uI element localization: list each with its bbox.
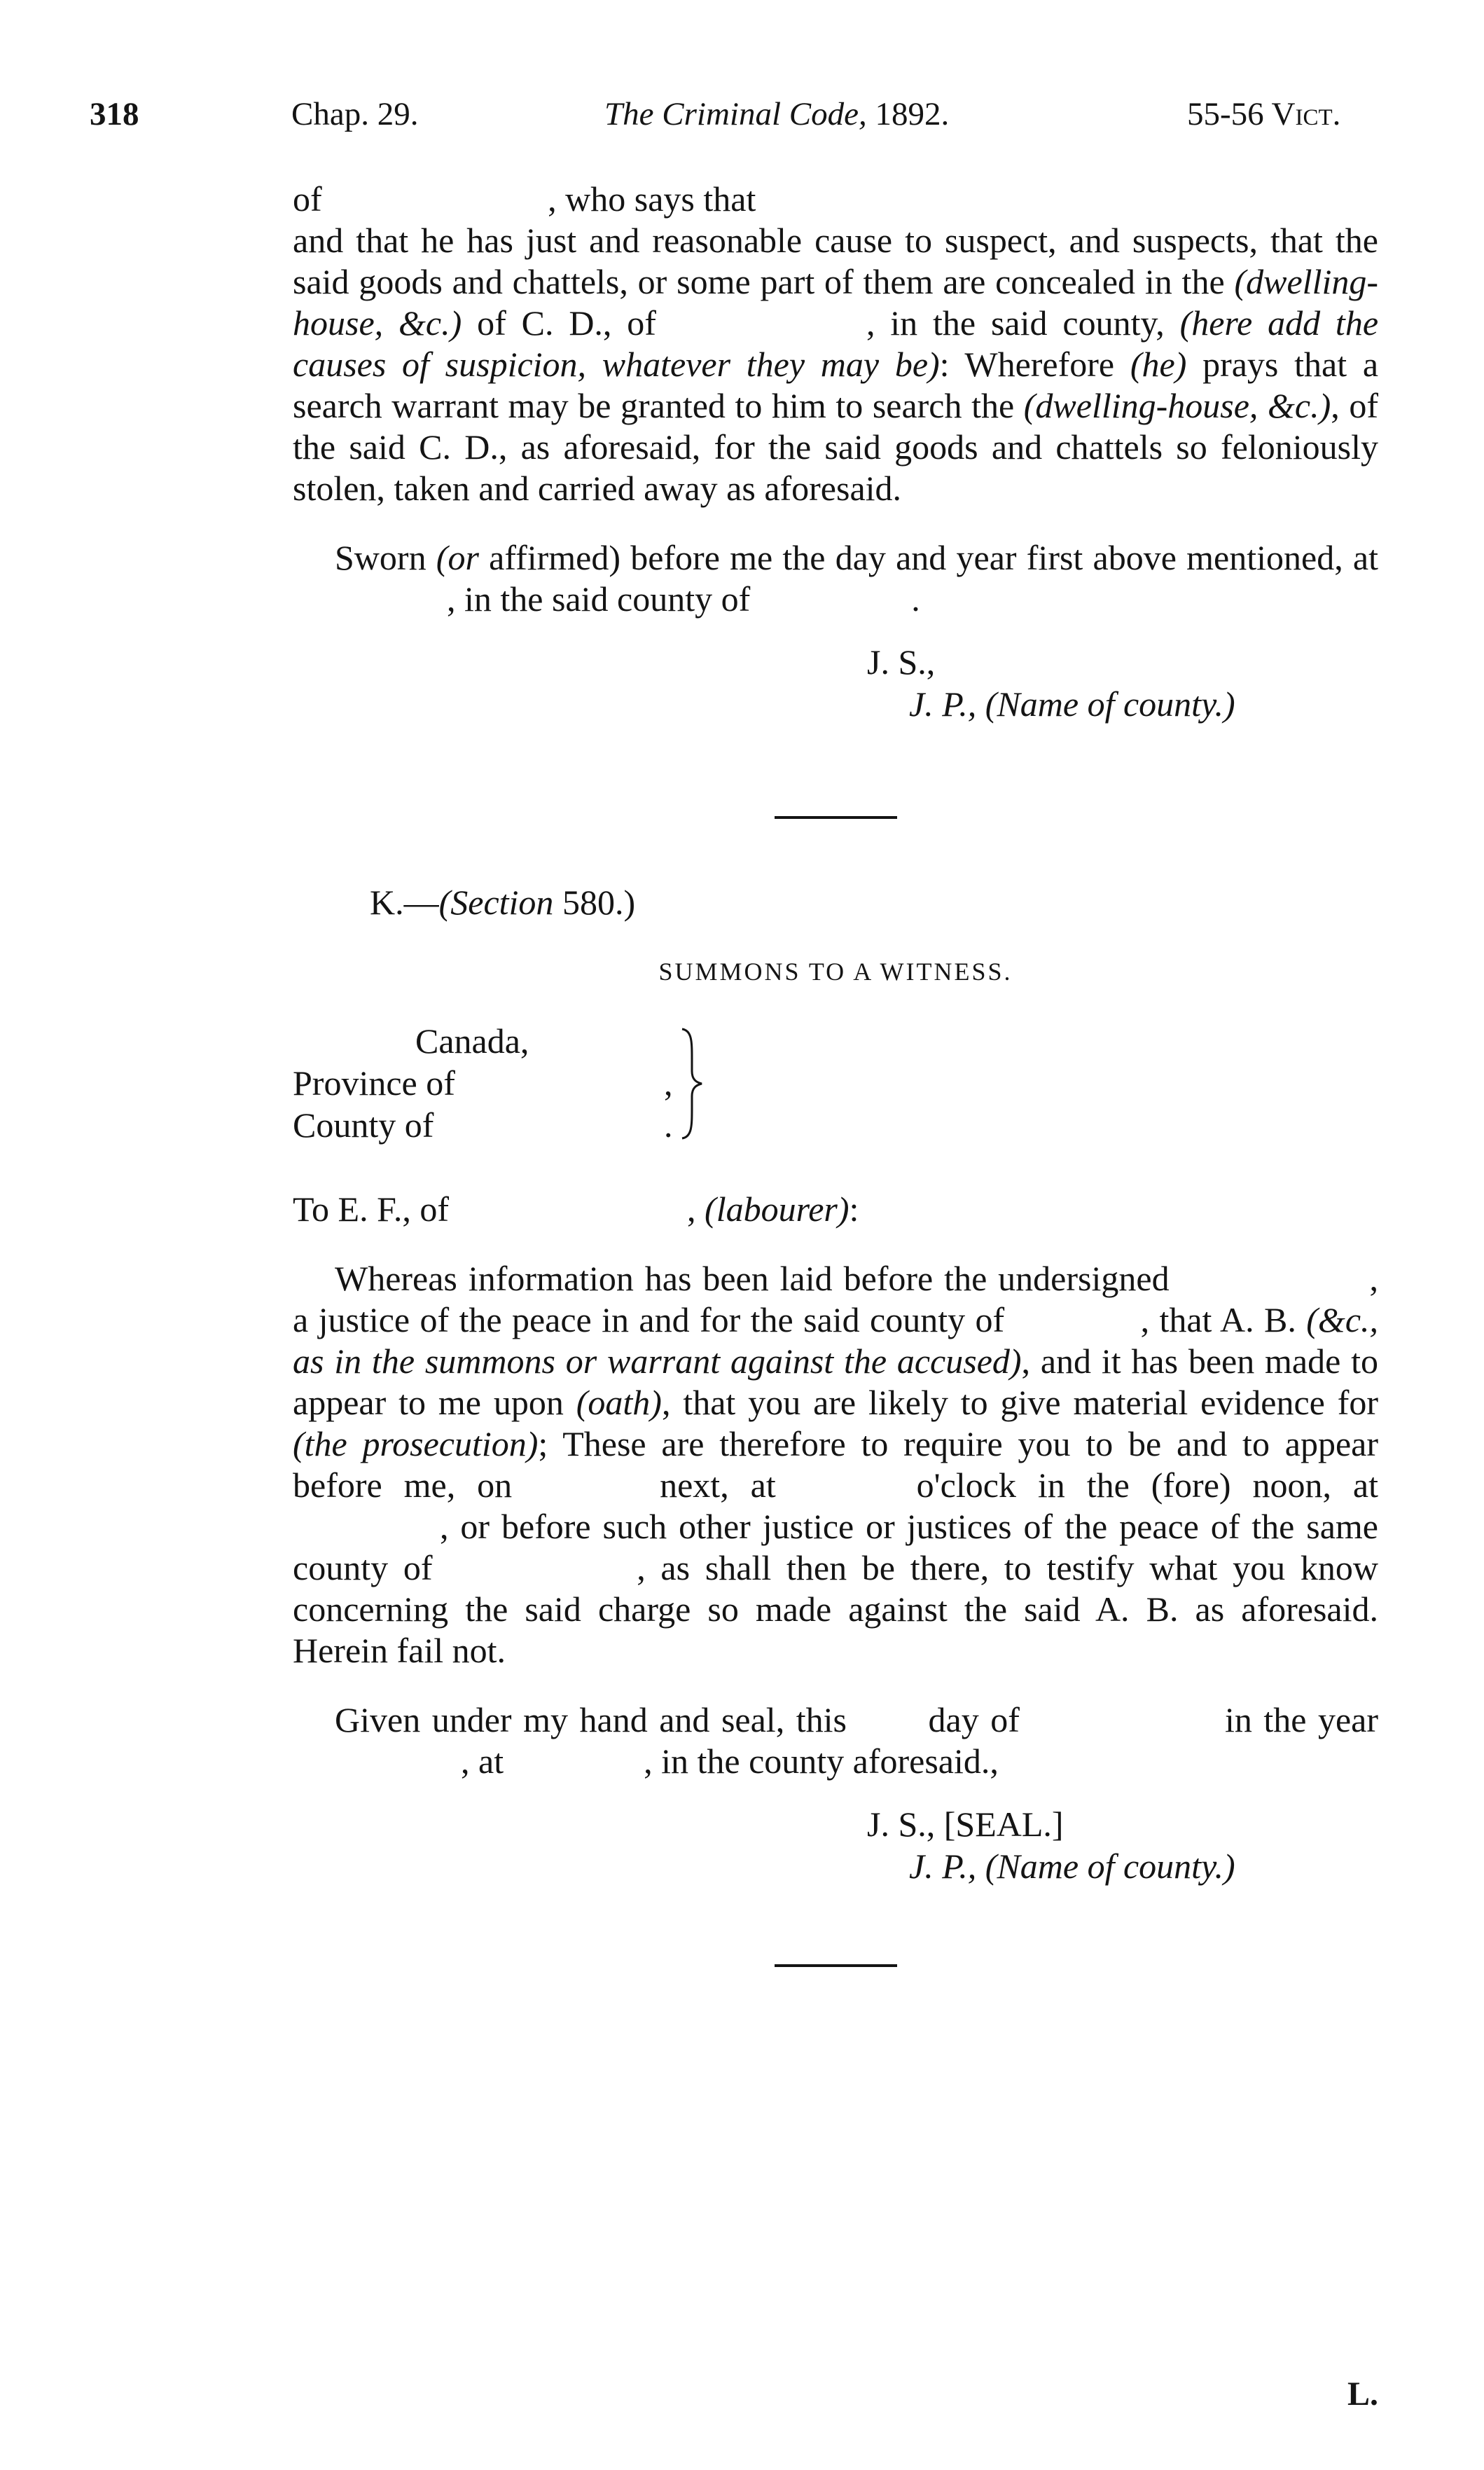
signature-name: J. S., (867, 1805, 936, 1844)
venue-canada: Canada, (415, 1021, 529, 1061)
seal-mark: [SEAL.] (943, 1805, 1064, 1844)
page-number: 318 (90, 96, 139, 132)
chapter-label: Chap. 29. (291, 96, 419, 132)
summons-paragraph: Whereas information has been laid before the undersigned , a justice of the peace in and for the said county of , that A. B. (&c., as in the summons or warrant against the accused), and it has been made to appear to me upon (oath), that you are likely to give material evidence for (the prosecution); These are therefore to require you to be and to appear before me, on next, at o'clock in the (fore) noon, at , or before such other justice or justices of the peace of the same county of , as shall then be there, to testify what you know concerning the said charge so made against the said A. B. as aforesaid. Herein fail not. (293, 1259, 1379, 1670)
venue-county: County of (293, 1105, 434, 1145)
signature-block-2 (867, 1803, 1378, 1887)
jurat: Sworn (or affirmed) before me the day and year first above mentioned, at, in the said county of . (335, 538, 1378, 619)
code-title-italic: The Criminal Code, (604, 96, 867, 132)
catchword: L. (1347, 2375, 1378, 2413)
form-title: SUMMONS TO A WITNESS. (658, 958, 1013, 986)
venue-dot: . (664, 1105, 673, 1145)
code-title (604, 95, 949, 133)
information-opening: of , who says that (293, 179, 756, 219)
section-divider (775, 1964, 897, 1967)
form-heading: K.—(Section 580.) (370, 883, 636, 922)
curly-brace-icon (678, 1021, 706, 1147)
venue-province: Province of (293, 1063, 455, 1103)
body-text (293, 179, 1378, 1967)
venue-block (293, 1021, 1378, 1161)
regnal-year: 55-56 Vict. (1187, 96, 1341, 132)
attestation-clause: Given under my hand and seal, this day of in the year, at , in the county aforesaid., (335, 1700, 1379, 1781)
section-divider (775, 816, 897, 819)
signature-jp: J. P., (Name of county.) (909, 684, 1235, 724)
signature-name: J. S., (867, 642, 936, 682)
code-year: 1892. (875, 96, 950, 132)
information-paragraph: and that he has just and reasonable cause to suspect, and suspects, that the said goods and chattels, or some part of them are concealed in the (dwelling-house, &c.) of C. D., of , in the said county, (here add the causes of suspicion, whatever they may be): Wherefore (he) prays that a search warrant may be granted to him to search the (dwelling-house, &c.), of the said C. D., as aforesaid, for the said goods and chattels so feloniously stolen, taken and carried away as aforesaid. (293, 221, 1379, 508)
running-header (90, 95, 1385, 144)
addressee-line: To E. F., of , (labourer): (293, 1189, 859, 1229)
signature-block-1 (867, 641, 1378, 725)
venue-comma: , (664, 1063, 673, 1103)
signature-jp: J. P., (Name of county.) (909, 1847, 1235, 1886)
